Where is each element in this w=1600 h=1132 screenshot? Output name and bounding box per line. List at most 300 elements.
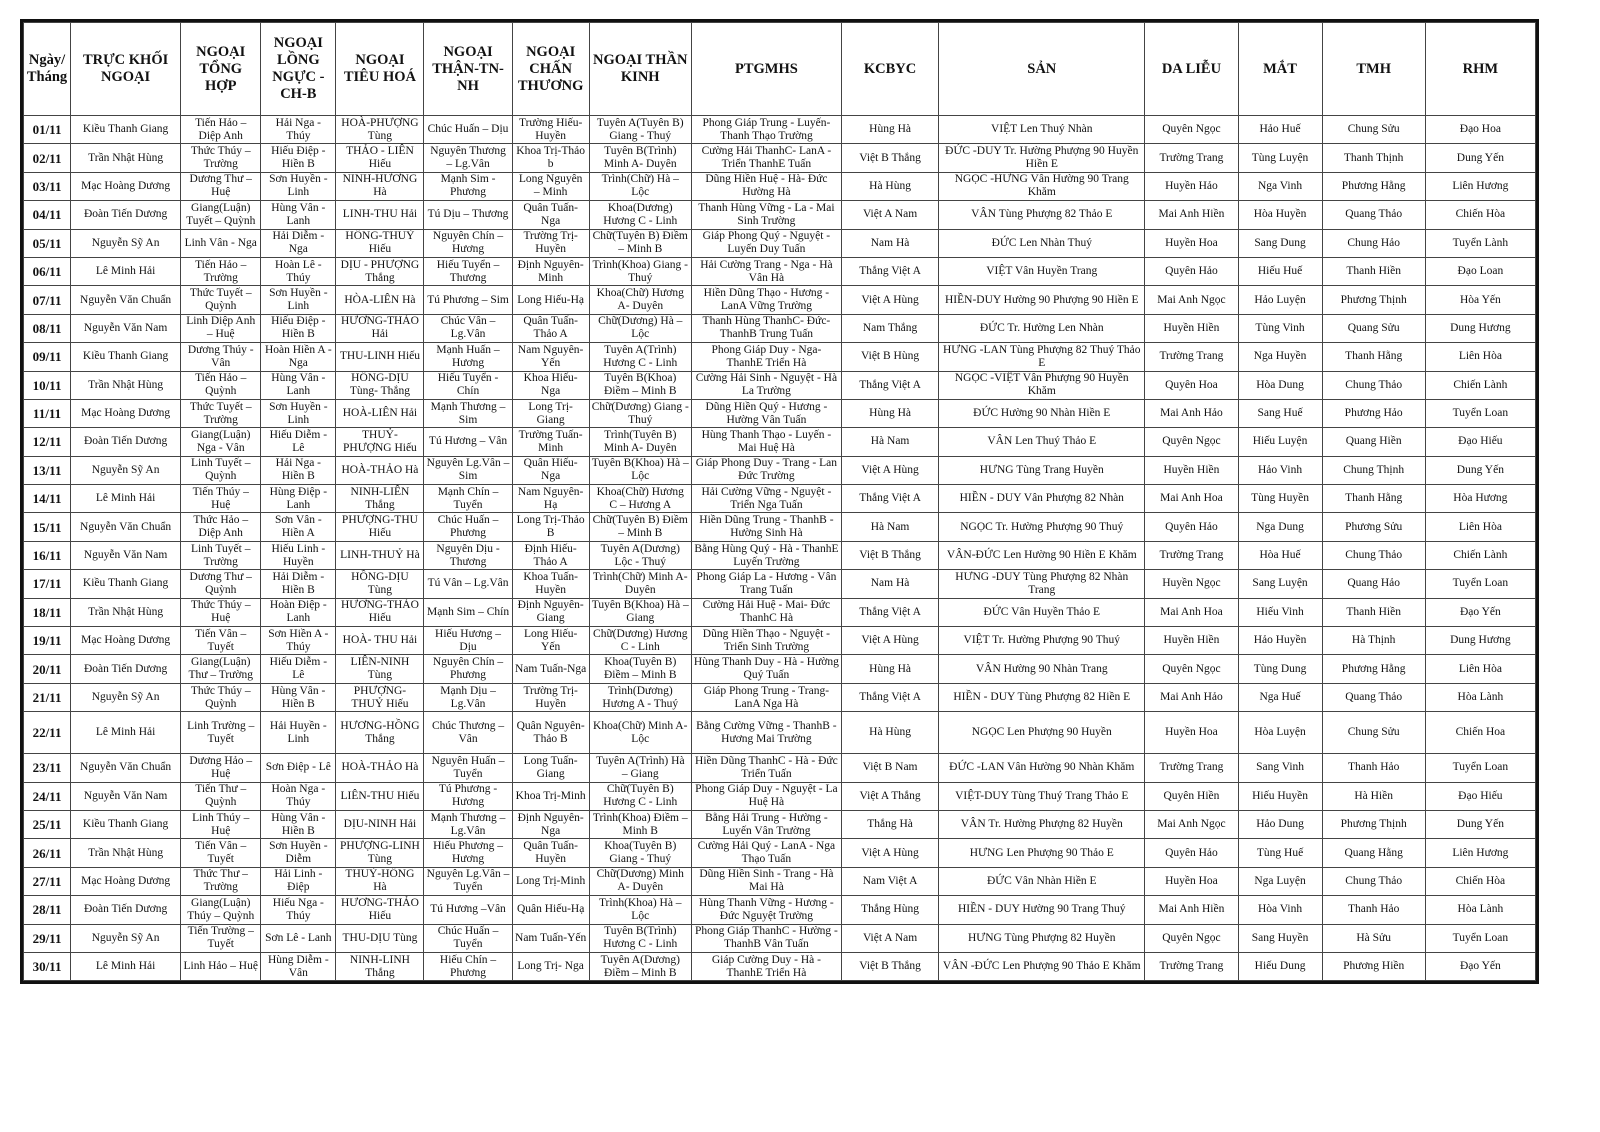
cell-kcbyc: Nam Việt A — [842, 867, 939, 895]
cell-mat: Tùng Luyện — [1238, 144, 1322, 172]
cell-ptgmhs: Phong Giáp ThanhC - Hường - ThanhB Vân Tuấn — [691, 924, 841, 952]
cell-ngoai-chan-thuong: Nam Nguyên-Yến — [512, 343, 589, 371]
cell-ptgmhs: Hiền Dũng Thạo - Hương - LanA Vững Trường — [691, 286, 841, 314]
cell-rhm: Liên Hương — [1425, 172, 1535, 200]
table-row — [24, 683, 1536, 711]
cell-san: HƯNG Len Phượng 90 Thảo E — [939, 839, 1145, 867]
cell-san: HƯNG -LAN Tùng Phượng 82 Thuý Thảo E — [939, 343, 1145, 371]
duty-roster-table-frame — [20, 19, 1539, 984]
cell-san: VIỆT Len Thuý Nhàn — [939, 116, 1145, 144]
cell-ptgmhs: Cường Hải Quý - LanA - Nga Thạo Tuấn — [691, 839, 841, 867]
cell-date: 02/11 — [24, 144, 71, 172]
cell-ngoai-long-nguc: Hiếu Điệp - Hiền B — [261, 144, 336, 172]
cell-da-lieu: Huyền Hoa — [1145, 229, 1238, 257]
cell-san: NGỌC Tr. Hường Phượng 90 Thuý — [939, 513, 1145, 541]
cell-ptgmhs: Bằng Hải Trung - Hường - Luyến Vân Trường — [691, 810, 841, 838]
cell-san: VÂN Tùng Phượng 82 Thảo E — [939, 201, 1145, 229]
table-row — [24, 655, 1536, 683]
cell-ngoai-than: Hiếu Hương – Dịu — [424, 627, 512, 655]
cell-ngoai-chan-thuong: Long Tuấn-Giang — [512, 754, 589, 782]
cell-ngoai-chan-thuong: Định Hiếu-Thảo A — [512, 541, 589, 569]
cell-ngoai-chan-thuong: Long Trị- Nga — [512, 952, 589, 980]
table-row — [24, 485, 1536, 513]
cell-rhm: Liên Hòa — [1425, 655, 1535, 683]
cell-mat: Hiếu Huế — [1238, 257, 1322, 285]
cell-kcbyc: Việt B Thắng — [842, 952, 939, 980]
cell-ptgmhs: Hùng Thanh Vững - Hương - Đức Nguyệt Trường — [691, 896, 841, 924]
table-row — [24, 782, 1536, 810]
cell-ngoai-than-kinh: Khoa(Tuyên B) Giang - Thuý — [589, 839, 691, 867]
cell-ngoai-tieu-hoa: HÒA-LIÊN Hà — [336, 286, 424, 314]
cell-rhm: Tuyển Loan — [1425, 399, 1535, 427]
cell-rhm: Chiến Hòa — [1425, 201, 1535, 229]
cell-rhm: Hòa Yến — [1425, 286, 1535, 314]
cell-kcbyc: Việt A Thắng — [842, 782, 939, 810]
cell-ngoai-than: Hiếu Tuyển – Thương — [424, 257, 512, 285]
cell-ngoai-tieu-hoa: LIÊN-NINH Tùng — [336, 655, 424, 683]
cell-tmh: Quang Hảo — [1322, 570, 1425, 598]
cell-mat: Hảo Luyện — [1238, 286, 1322, 314]
cell-date: 03/11 — [24, 172, 71, 200]
cell-kcbyc: Thắng Việt A — [842, 598, 939, 626]
cell-ngoai-than: Hiếu Chín – Phương — [424, 952, 512, 980]
cell-ngoai-chan-thuong: Long Trị-Thảo B — [512, 513, 589, 541]
column-header-ptgmhs: PTGMHS — [691, 23, 841, 116]
cell-date: 24/11 — [24, 782, 71, 810]
cell-mat: Sang Huyền — [1238, 924, 1322, 952]
cell-date: 06/11 — [24, 257, 71, 285]
cell-ngoai-than-kinh: Chữ(Tuyên B) Điềm – Minh B — [589, 513, 691, 541]
cell-ngoai-than: Nguyên Lg.Vân – Sim — [424, 456, 512, 484]
cell-rhm: Hòa Hương — [1425, 485, 1535, 513]
cell-ngoai-tong-hop: Thức Thúy – Huệ — [181, 598, 261, 626]
cell-rhm: Liên Hương — [1425, 839, 1535, 867]
cell-ngoai-tong-hop: Giang(Luận) Thư – Trường — [181, 655, 261, 683]
column-header-mat: MẮT — [1238, 23, 1322, 116]
cell-ngoai-chan-thuong: Định Nguyên-Minh — [512, 257, 589, 285]
cell-truc-khoi-ngoai: Đoàn Tiến Dương — [71, 896, 181, 924]
cell-ptgmhs: Dũng Hiền Quý - Hương - Hường Vân Tuấn — [691, 399, 841, 427]
cell-mat: Nga Huyền — [1238, 343, 1322, 371]
cell-san: HIỀN-DUY Hường 90 Phượng 90 Hiền E — [939, 286, 1145, 314]
table-row — [24, 343, 1536, 371]
cell-ngoai-than: Mạnh Huấn – Hương — [424, 343, 512, 371]
cell-ngoai-than: Mạnh Sim – Chín — [424, 598, 512, 626]
cell-ngoai-long-nguc: Sơn Huyền - Linh — [261, 286, 336, 314]
cell-tmh: Quang Hiền — [1322, 428, 1425, 456]
cell-ngoai-than: Mạnh Dịu – Lg.Vân — [424, 683, 512, 711]
cell-ngoai-than-kinh: Trình(Chữ) Minh A- Duyên — [589, 570, 691, 598]
column-header-ngoai-long-nguc: NGOẠI LỒNG NGỰC -CH-B — [261, 23, 336, 116]
cell-ngoai-long-nguc: Hải Diễm - Nga — [261, 229, 336, 257]
cell-ngoai-than: Nguyên Lg.Vân – Tuyển — [424, 867, 512, 895]
table-row — [24, 371, 1536, 399]
table-row — [24, 839, 1536, 867]
cell-date: 20/11 — [24, 655, 71, 683]
cell-ngoai-tong-hop: Linh Thúy – Huệ — [181, 810, 261, 838]
cell-ngoai-tong-hop: Linh Tuyết – Trường — [181, 541, 261, 569]
cell-ngoai-than: Nguyên Huấn – Tuyển — [424, 754, 512, 782]
cell-date: 08/11 — [24, 314, 71, 342]
cell-ngoai-than-kinh: Tuyên A(Trình) Hà – Giang — [589, 754, 691, 782]
cell-kcbyc: Nam Thắng — [842, 314, 939, 342]
cell-tmh: Chung Thảo — [1322, 371, 1425, 399]
cell-kcbyc: Việt B Thắng — [842, 541, 939, 569]
cell-date: 26/11 — [24, 839, 71, 867]
cell-ptgmhs: Hải Cường Trang - Nga - Hà Vân Hà — [691, 257, 841, 285]
cell-tmh: Phương Hiền — [1322, 952, 1425, 980]
cell-truc-khoi-ngoai: Trần Nhật Hùng — [71, 839, 181, 867]
cell-tmh: Quang Sửu — [1322, 314, 1425, 342]
table-body — [24, 116, 1536, 981]
column-header-ngoai-tieu-hoa: NGOẠI TIÊU HOÁ — [336, 23, 424, 116]
cell-ngoai-tong-hop: Thức Thúy – Trường — [181, 144, 261, 172]
cell-da-lieu: Mai Anh Hiền — [1145, 896, 1238, 924]
cell-ptgmhs: Phong Giáp Duy - Nguyệt - La Huệ Hà — [691, 782, 841, 810]
cell-tmh: Thanh Hiền — [1322, 598, 1425, 626]
cell-ngoai-long-nguc: Sơn Huyền - Diễm — [261, 839, 336, 867]
cell-ngoai-than-kinh: Trình(Dương) Hương A - Thuý — [589, 683, 691, 711]
cell-ngoai-than-kinh: Tuyên A(Trình) Hương C - Linh — [589, 343, 691, 371]
cell-san: NGỌC -HƯNG Vân Hường 90 Trang Khăm — [939, 172, 1145, 200]
cell-ngoai-than: Chúc Huấn – Dịu — [424, 116, 512, 144]
cell-kcbyc: Việt B Thắng — [842, 144, 939, 172]
cell-kcbyc: Việt A Hùng — [842, 456, 939, 484]
cell-ngoai-than-kinh: Khoa(Dương) Hương C - Linh — [589, 201, 691, 229]
cell-rhm: Liên Hòa — [1425, 513, 1535, 541]
cell-ptgmhs: Hùng Thanh Duy - Hà - Hường Quý Tuấn — [691, 655, 841, 683]
cell-ngoai-tieu-hoa: PHƯỢNG-LINH Tùng — [336, 839, 424, 867]
cell-san: ĐỨC -DUY Tr. Hường Phượng 90 Huyền Hiền E — [939, 144, 1145, 172]
cell-san: HIỀN - DUY Tùng Phượng 82 Hiền E — [939, 683, 1145, 711]
cell-ngoai-than-kinh: Chữ(Tuyên B) Điềm – Minh B — [589, 229, 691, 257]
cell-tmh: Quang Thảo — [1322, 683, 1425, 711]
table-header — [24, 23, 1536, 116]
cell-ngoai-tong-hop: Thức Hảo – Diệp Anh — [181, 513, 261, 541]
cell-date: 04/11 — [24, 201, 71, 229]
cell-ngoai-than-kinh: Tuyên A(Tuyên B) Giang - Thuý — [589, 116, 691, 144]
cell-da-lieu: Quyên Ngọc — [1145, 428, 1238, 456]
cell-ngoai-long-nguc: Sơn Hiền A - Thúy — [261, 627, 336, 655]
cell-rhm: Dung Yến — [1425, 456, 1535, 484]
cell-ngoai-than: Tú Hương –Vân — [424, 896, 512, 924]
cell-ngoai-long-nguc: Sơn Huyền - Linh — [261, 399, 336, 427]
cell-san: VÂN -ĐỨC Len Phượng 90 Thảo E Khăm — [939, 952, 1145, 980]
cell-ngoai-than-kinh: Trình(Khoa) Giang - Thuý — [589, 257, 691, 285]
cell-tmh: Thanh Hằng — [1322, 343, 1425, 371]
cell-tmh: Phương Thịnh — [1322, 810, 1425, 838]
cell-san: NGỌC Len Phượng 90 Huyền — [939, 712, 1145, 754]
cell-ngoai-long-nguc: Hải Huyền - Linh — [261, 712, 336, 754]
cell-ngoai-than: Tú Phương - Hương — [424, 782, 512, 810]
cell-mat: Hảo Huyền — [1238, 627, 1322, 655]
cell-ptgmhs: Hiền Dũng Trung - ThanhB - Hường Sinh Hà — [691, 513, 841, 541]
cell-truc-khoi-ngoai: Đoàn Tiến Dương — [71, 428, 181, 456]
cell-ptgmhs: Cường Hải ThanhC- LanA - Triển ThanhE Tuấn — [691, 144, 841, 172]
cell-ngoai-tieu-hoa: HƯƠNG-THẢO Hiếu — [336, 896, 424, 924]
cell-truc-khoi-ngoai: Lê Minh Hải — [71, 257, 181, 285]
cell-da-lieu: Mai Anh Hoa — [1145, 485, 1238, 513]
cell-ngoai-long-nguc: Hoàn Nga - Thúy — [261, 782, 336, 810]
cell-kcbyc: Việt B Nam — [842, 754, 939, 782]
cell-ngoai-tong-hop: Tiến Thư – Quỳnh — [181, 782, 261, 810]
cell-tmh: Chung Sửu — [1322, 712, 1425, 754]
cell-tmh: Phương Hằng — [1322, 655, 1425, 683]
cell-mat: Sang Dung — [1238, 229, 1322, 257]
cell-kcbyc: Hà Hùng — [842, 712, 939, 754]
cell-ngoai-tieu-hoa: HỒNG-THUỶ Hiếu — [336, 229, 424, 257]
cell-ngoai-chan-thuong: Khoa Trị-Thảo b — [512, 144, 589, 172]
cell-ptgmhs: Hiền Dũng ThanhC - Hà - Đức Triển Tuấn — [691, 754, 841, 782]
cell-ngoai-chan-thuong: Quân Hiếu-Hạ — [512, 896, 589, 924]
cell-mat: Hiếu Vinh — [1238, 598, 1322, 626]
cell-ngoai-tong-hop: Giang(Luận) Thúy – Quỳnh — [181, 896, 261, 924]
cell-tmh: Chung Hảo — [1322, 229, 1425, 257]
cell-ngoai-than: Tú Phương – Sim — [424, 286, 512, 314]
cell-ngoai-than: Mạnh Thương – Sim — [424, 399, 512, 427]
cell-da-lieu: Trường Trang — [1145, 144, 1238, 172]
cell-date: 05/11 — [24, 229, 71, 257]
cell-kcbyc: Hà Nam — [842, 513, 939, 541]
cell-ngoai-tieu-hoa: THU-DỊU Tùng — [336, 924, 424, 952]
cell-kcbyc: Thắng Hà — [842, 810, 939, 838]
cell-kcbyc: Việt A Hùng — [842, 839, 939, 867]
cell-date: 25/11 — [24, 810, 71, 838]
cell-truc-khoi-ngoai: Mạc Hoàng Dương — [71, 627, 181, 655]
cell-date: 12/11 — [24, 428, 71, 456]
cell-ngoai-tieu-hoa: HƯƠNG-THẢO Hiếu — [336, 598, 424, 626]
cell-ngoai-long-nguc: Sơn Điệp - Lê — [261, 754, 336, 782]
cell-kcbyc: Thắng Việt A — [842, 371, 939, 399]
cell-tmh: Thanh Hảo — [1322, 896, 1425, 924]
cell-kcbyc: Việt A Hùng — [842, 627, 939, 655]
cell-ngoai-tong-hop: Dương Hảo – Huệ — [181, 754, 261, 782]
cell-san: HIỀN - DUY Vân Phượng 82 Nhàn — [939, 485, 1145, 513]
cell-da-lieu: Quyên Ngọc — [1145, 655, 1238, 683]
cell-date: 29/11 — [24, 924, 71, 952]
cell-ngoai-than-kinh: Tuyên A(Dương) Lộc - Thuý — [589, 541, 691, 569]
cell-ngoai-tieu-hoa: LINH-THU Hải — [336, 201, 424, 229]
cell-ngoai-than-kinh: Chữ(Dương) Giang - Thuý — [589, 399, 691, 427]
cell-kcbyc: Thắng Hùng — [842, 896, 939, 924]
cell-kcbyc: Hà Nam — [842, 428, 939, 456]
cell-ptgmhs: Dũng Hiền Huệ - Hà- Đức Hường Hà — [691, 172, 841, 200]
cell-ngoai-tong-hop: Tiến Hảo – Quỳnh — [181, 371, 261, 399]
cell-rhm: Đạo Hoa — [1425, 116, 1535, 144]
cell-ngoai-tong-hop: Thức Tuyết – Quỳnh — [181, 286, 261, 314]
cell-ngoai-than: Mạnh Thương – Lg.Vân — [424, 810, 512, 838]
cell-san: HIỀN - DUY Hường 90 Trang Thuý — [939, 896, 1145, 924]
cell-truc-khoi-ngoai: Mạc Hoàng Dương — [71, 399, 181, 427]
cell-da-lieu: Huyền Hoa — [1145, 712, 1238, 754]
cell-date: 11/11 — [24, 399, 71, 427]
cell-truc-khoi-ngoai: Nguyễn Văn Chuẩn — [71, 513, 181, 541]
cell-ngoai-long-nguc: Hải Nga - Thúy — [261, 116, 336, 144]
cell-kcbyc: Thắng Việt A — [842, 683, 939, 711]
cell-ngoai-long-nguc: Hùng Vân - Lanh — [261, 201, 336, 229]
cell-ngoai-tieu-hoa: DỊU - PHƯỢNG Thắng — [336, 257, 424, 285]
cell-tmh: Thanh Hiền — [1322, 257, 1425, 285]
cell-ptgmhs: Giáp Phong Quý - Nguyệt - Luyến Duy Tuấn — [691, 229, 841, 257]
cell-date: 28/11 — [24, 896, 71, 924]
cell-ngoai-long-nguc: Hùng Vân - Hiền B — [261, 683, 336, 711]
cell-truc-khoi-ngoai: Nguyễn Sỹ An — [71, 456, 181, 484]
cell-san: VÂN Tr. Hường Phượng 82 Huyền — [939, 810, 1145, 838]
cell-ngoai-chan-thuong: Long Hiếu-Yến — [512, 627, 589, 655]
table-row — [24, 513, 1536, 541]
cell-tmh: Chung Sửu — [1322, 116, 1425, 144]
cell-mat: Tùng Dung — [1238, 655, 1322, 683]
column-header-date: Ngày/ Tháng — [24, 23, 71, 116]
cell-ngoai-tong-hop: Linh Trường – Tuyết — [181, 712, 261, 754]
table-row — [24, 598, 1536, 626]
cell-truc-khoi-ngoai: Lê Minh Hải — [71, 952, 181, 980]
cell-rhm: Đạo Yến — [1425, 598, 1535, 626]
table-row — [24, 810, 1536, 838]
cell-san: VÂN-ĐỨC Len Hường 90 Hiền E Khăm — [939, 541, 1145, 569]
cell-tmh: Thanh Hằng — [1322, 485, 1425, 513]
cell-ptgmhs: Phong Giáp Duy - Nga-ThanhE Triển Hà — [691, 343, 841, 371]
cell-ngoai-tieu-hoa: HOÀ-THẢO Hà — [336, 456, 424, 484]
cell-ngoai-long-nguc: Hùng Diễm - Vân — [261, 952, 336, 980]
cell-ngoai-than: Chúc Vân – Lg.Vân — [424, 314, 512, 342]
cell-ngoai-than-kinh: Tuyên B(Khoa) Hà – Lộc — [589, 456, 691, 484]
cell-ngoai-long-nguc: Hải Nga - Hiền B — [261, 456, 336, 484]
cell-date: 10/11 — [24, 371, 71, 399]
cell-da-lieu: Trường Trang — [1145, 754, 1238, 782]
cell-ptgmhs: Dũng Hiền Thạo - Nguyệt - Triển Sinh Trường — [691, 627, 841, 655]
table-row — [24, 314, 1536, 342]
cell-san: ĐỨC Len Nhàn Thuý — [939, 229, 1145, 257]
cell-ngoai-than-kinh: Khoa(Chữ) Hương A- Duyên — [589, 286, 691, 314]
cell-ngoai-long-nguc: Hiếu Diễm - Lê — [261, 655, 336, 683]
cell-san: NGỌC -VIỆT Vân Phượng 90 Huyền Khăm — [939, 371, 1145, 399]
cell-tmh: Thanh Hảo — [1322, 754, 1425, 782]
cell-ngoai-than-kinh: Khoa(Chữ) Hương C – Hương A — [589, 485, 691, 513]
table-row — [24, 570, 1536, 598]
cell-ptgmhs: Cường Hải Sinh - Nguyệt - Hà La Trường — [691, 371, 841, 399]
cell-tmh: Hà Hiền — [1322, 782, 1425, 810]
cell-rhm: Tuyển Loan — [1425, 754, 1535, 782]
cell-ngoai-long-nguc: Hoàn Hiền A - Nga — [261, 343, 336, 371]
table-row — [24, 541, 1536, 569]
cell-truc-khoi-ngoai: Đoàn Tiến Dương — [71, 655, 181, 683]
cell-ngoai-than-kinh: Tuyên B(Khoa) Hà – Giang — [589, 598, 691, 626]
cell-tmh: Thanh Thịnh — [1322, 144, 1425, 172]
cell-mat: Hòa Vinh — [1238, 896, 1322, 924]
cell-mat: Hảo Dung — [1238, 810, 1322, 838]
cell-ngoai-chan-thuong: Nam Tuấn-Yến — [512, 924, 589, 952]
cell-ngoai-tong-hop: Dương Thúy - Vân — [181, 343, 261, 371]
cell-ngoai-chan-thuong: Trường Hiếu-Huyền — [512, 116, 589, 144]
cell-ngoai-long-nguc: Hoàn Lê - Thúy — [261, 257, 336, 285]
cell-ptgmhs: Phong Giáp Trung - Luyến-Thanh Thạo Trường — [691, 116, 841, 144]
cell-rhm: Tuyển Lành — [1425, 229, 1535, 257]
cell-tmh: Phương Thịnh — [1322, 286, 1425, 314]
cell-truc-khoi-ngoai: Lê Minh Hải — [71, 485, 181, 513]
cell-ngoai-tieu-hoa: THUỶ-PHƯỢNG Hiếu — [336, 428, 424, 456]
cell-mat: Hiếu Luyện — [1238, 428, 1322, 456]
cell-da-lieu: Mai Anh Ngọc — [1145, 286, 1238, 314]
cell-ngoai-tieu-hoa: HƯƠNG-THẢO Hải — [336, 314, 424, 342]
cell-truc-khoi-ngoai: Kiều Thanh Giang — [71, 343, 181, 371]
cell-ngoai-chan-thuong: Định Nguyên-Nga — [512, 810, 589, 838]
cell-mat: Hòa Huyền — [1238, 201, 1322, 229]
cell-ngoai-than-kinh: Tuyên A(Dương) Điềm – Minh B — [589, 952, 691, 980]
cell-san: VIỆT-DUY Tùng Thuý Trang Thảo E — [939, 782, 1145, 810]
cell-san: ĐỨC Hường 90 Nhàn Hiền E — [939, 399, 1145, 427]
cell-ptgmhs: Hùng Thanh Thạo - Luyến - Mai Huệ Hà — [691, 428, 841, 456]
cell-ngoai-than: Nguyên Chín – Hương — [424, 229, 512, 257]
cell-date: 23/11 — [24, 754, 71, 782]
column-header-kcbyc: KCBYC — [842, 23, 939, 116]
cell-da-lieu: Quyên Hiền — [1145, 782, 1238, 810]
cell-ngoai-chan-thuong: Quân Hiếu-Nga — [512, 456, 589, 484]
cell-da-lieu: Quyên Ngọc — [1145, 116, 1238, 144]
cell-date: 27/11 — [24, 867, 71, 895]
cell-date: 21/11 — [24, 683, 71, 711]
cell-date: 16/11 — [24, 541, 71, 569]
cell-ngoai-tong-hop: Tiến Hảo – Trường — [181, 257, 261, 285]
cell-mat: Sang Huế — [1238, 399, 1322, 427]
cell-ngoai-chan-thuong: Khoa Tuấn-Huyền — [512, 570, 589, 598]
cell-tmh: Hà Sửu — [1322, 924, 1425, 952]
column-header-da-lieu: DA LIỄU — [1145, 23, 1238, 116]
cell-tmh: Chung Thảo — [1322, 867, 1425, 895]
cell-ngoai-tong-hop: Dương Thư – Huệ — [181, 172, 261, 200]
cell-ngoai-long-nguc: Sơn Huyền - Linh — [261, 172, 336, 200]
cell-da-lieu: Mai Anh Hảo — [1145, 683, 1238, 711]
table-row — [24, 754, 1536, 782]
cell-ptgmhs: Giáp Phong Trung - Trang-LanA Nga Hà — [691, 683, 841, 711]
cell-rhm: Hòa Lành — [1425, 896, 1535, 924]
cell-truc-khoi-ngoai: Kiều Thanh Giang — [71, 570, 181, 598]
cell-ngoai-chan-thuong: Trường Tuấn-Minh — [512, 428, 589, 456]
cell-tmh: Phương Hảo — [1322, 399, 1425, 427]
table-row — [24, 924, 1536, 952]
cell-ngoai-tieu-hoa: NINH-HƯƠNG Hà — [336, 172, 424, 200]
table-row — [24, 201, 1536, 229]
cell-rhm: Liên Hòa — [1425, 343, 1535, 371]
cell-rhm: Đạo Hiếu — [1425, 428, 1535, 456]
table-row — [24, 257, 1536, 285]
cell-ngoai-than: Chúc Thương – Vân — [424, 712, 512, 754]
cell-ngoai-long-nguc: Hải Diễm - Hiền B — [261, 570, 336, 598]
cell-date: 13/11 — [24, 456, 71, 484]
cell-truc-khoi-ngoai: Mạc Hoàng Dương — [71, 867, 181, 895]
cell-ngoai-than: Tú Vân – Lg.Vân — [424, 570, 512, 598]
cell-ngoai-than-kinh: Chữ(Dương) Hương C - Linh — [589, 627, 691, 655]
cell-san: HƯNG Tùng Phượng 82 Huyền — [939, 924, 1145, 952]
cell-ngoai-than: Chúc Huấn – Tuyển — [424, 924, 512, 952]
cell-ngoai-long-nguc: Hoàn Điệp - Lanh — [261, 598, 336, 626]
cell-da-lieu: Huyền Hoa — [1145, 867, 1238, 895]
cell-san: VIỆT Vân Huyền Trang — [939, 257, 1145, 285]
cell-date: 14/11 — [24, 485, 71, 513]
cell-date: 30/11 — [24, 952, 71, 980]
cell-kcbyc: Hùng Hà — [842, 655, 939, 683]
cell-rhm: Tuyển Loan — [1425, 570, 1535, 598]
cell-da-lieu: Huyền Ngọc — [1145, 570, 1238, 598]
cell-ngoai-tieu-hoa: NINH-LINH Thắng — [336, 952, 424, 980]
cell-mat: Tùng Huyền — [1238, 485, 1322, 513]
cell-kcbyc: Việt A Nam — [842, 924, 939, 952]
cell-mat: Nga Luyện — [1238, 867, 1322, 895]
cell-ptgmhs: Hải Cường Vững - Nguyệt - Triển Nga Tuấn — [691, 485, 841, 513]
cell-ngoai-chan-thuong: Khoa Hiếu-Nga — [512, 371, 589, 399]
cell-da-lieu: Quyên Hảo — [1145, 257, 1238, 285]
cell-ptgmhs: Cường Hải Huệ - Mai- Đức ThanhC Hà — [691, 598, 841, 626]
